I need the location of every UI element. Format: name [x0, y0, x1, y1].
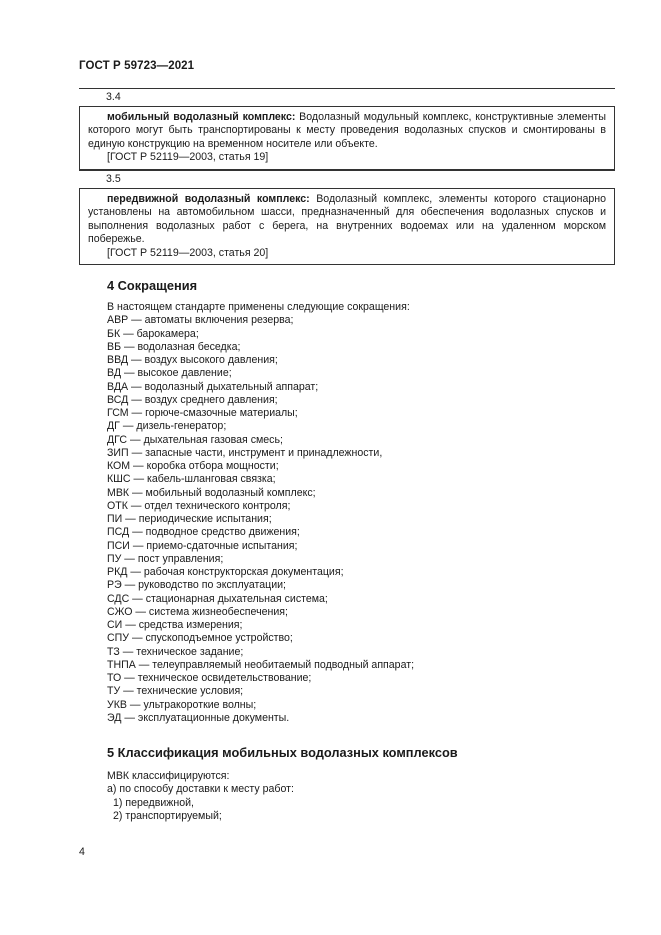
- abbreviation-item: КОМ — коробка отбора мощности;: [107, 460, 279, 472]
- classification-line: 2) транспортируемый;: [113, 809, 222, 822]
- term-number: 3.4: [79, 89, 615, 107]
- classification-line: а) по способу доставки к месту работ:: [107, 783, 294, 796]
- classification-text: [107, 770, 294, 823]
- abbreviation-item: ВД — высокое давление;: [107, 367, 232, 380]
- abbreviation-item: ЗИП — запасные части, инструмент и принадлежности,: [107, 446, 383, 459]
- abbreviation-item: ПСД — подводное средство движения;: [107, 526, 300, 539]
- abbreviation-item: БК — барокамера;: [107, 327, 199, 340]
- abbreviation-item: ВВД — воздух высокого давления;: [107, 354, 278, 366]
- abbreviations-list: [107, 301, 414, 725]
- term-source: [ГОСТ Р 52119—2003, статья 20]: [107, 246, 269, 259]
- abbreviation-item: ТУ — технические условия;: [107, 685, 244, 698]
- term-body: [79, 189, 615, 264]
- abbreviation-item: СПУ — спускоподъемное устройство;: [107, 632, 293, 645]
- abbreviation-item: РКД — рабочая конструкторская документация;: [107, 566, 344, 578]
- abbreviation-item: ТО — техническое освидетельствование;: [107, 672, 312, 684]
- classification-line: МВК классифицируются:: [107, 770, 230, 782]
- abbreviation-item: ГСМ — горюче-смазочные материалы;: [107, 407, 298, 419]
- section-5-title: 5 Классификация мобильных водолазных комплексов: [107, 745, 458, 760]
- abbreviation-item: ПСИ — приемо-сдаточные испытания;: [107, 539, 298, 552]
- term-definition: Водолазный комплекс, элементы которого стационарно установлены на автомобильном шасси, предназначенный для обеспечения водолазных спусков и выполнения водолазных работ с берега, на внутренних водоемах или на удаленном морском побережье.: [88, 193, 606, 246]
- abbreviation-item: ТЗ — техническое задание;: [107, 645, 244, 658]
- abbreviation-item: ВБ — водолазная беседка;: [107, 340, 241, 353]
- abbreviation-item: ДГС — дыхательная газовая смесь;: [107, 433, 283, 446]
- abbreviation-item: СДС — стационарная дыхательная система;: [107, 592, 328, 605]
- term-body: [79, 107, 615, 169]
- term-definition: Водолазный модульный комплекс, конструктивные элементы которого могут быть транспортированы к месту проведения водолазных спусков и смонтированы в единую конструкцию на временном носителе или объекте.: [88, 111, 606, 150]
- term-number: 3.5: [79, 171, 615, 189]
- page-number: 4: [79, 846, 85, 858]
- abbreviation-item: СИ — средства измерения;: [107, 619, 243, 631]
- abbreviation-item: ПУ — пост управления;: [107, 552, 224, 565]
- abbreviation-item: ОТК — отдел технического контроля;: [107, 499, 291, 512]
- abbreviation-item: РЭ — руководство по эксплуатации;: [107, 579, 286, 592]
- abbreviation-item: КШС — кабель-шланговая связка;: [107, 473, 276, 486]
- abbreviation-item: СЖО — система жизнеобеспечения;: [107, 605, 288, 618]
- classification-line: 1) передвижной,: [113, 796, 194, 809]
- abbreviation-item: УКВ — ультракороткие волны;: [107, 698, 257, 711]
- abbreviation-item: ВДА — водолазный дыхательный аппарат;: [107, 380, 319, 393]
- term-box-3-4: [79, 88, 615, 170]
- standard-header: ГОСТ Р 59723—2021: [79, 60, 195, 72]
- abbreviation-item: ВСД — воздух среднего давления;: [107, 393, 278, 406]
- abbreviations-intro: В настоящем стандарте применены следующие сокращения:: [107, 301, 410, 313]
- abbreviation-item: ТНПА — телеуправляемый необитаемый подводный аппарат;: [107, 658, 415, 671]
- term-name: передвижной водолазный комплекс:: [107, 193, 310, 205]
- term-box-3-5: [79, 170, 615, 265]
- abbreviation-item: МВК — мобильный водолазный комплекс;: [107, 486, 316, 499]
- section-4-title: 4 Сокращения: [107, 278, 198, 293]
- term-source: [ГОСТ Р 52119—2003, статья 19]: [107, 151, 269, 164]
- term-name: мобильный водолазный комплекс:: [107, 111, 296, 123]
- abbreviation-item: ЭД — эксплуатационные документы.: [107, 711, 290, 724]
- abbreviation-item: ДГ — дизель-генератор;: [107, 420, 227, 433]
- abbreviation-item: ПИ — периодические испытания;: [107, 513, 272, 525]
- abbreviation-item: АВР — автоматы включения резерва;: [107, 314, 294, 327]
